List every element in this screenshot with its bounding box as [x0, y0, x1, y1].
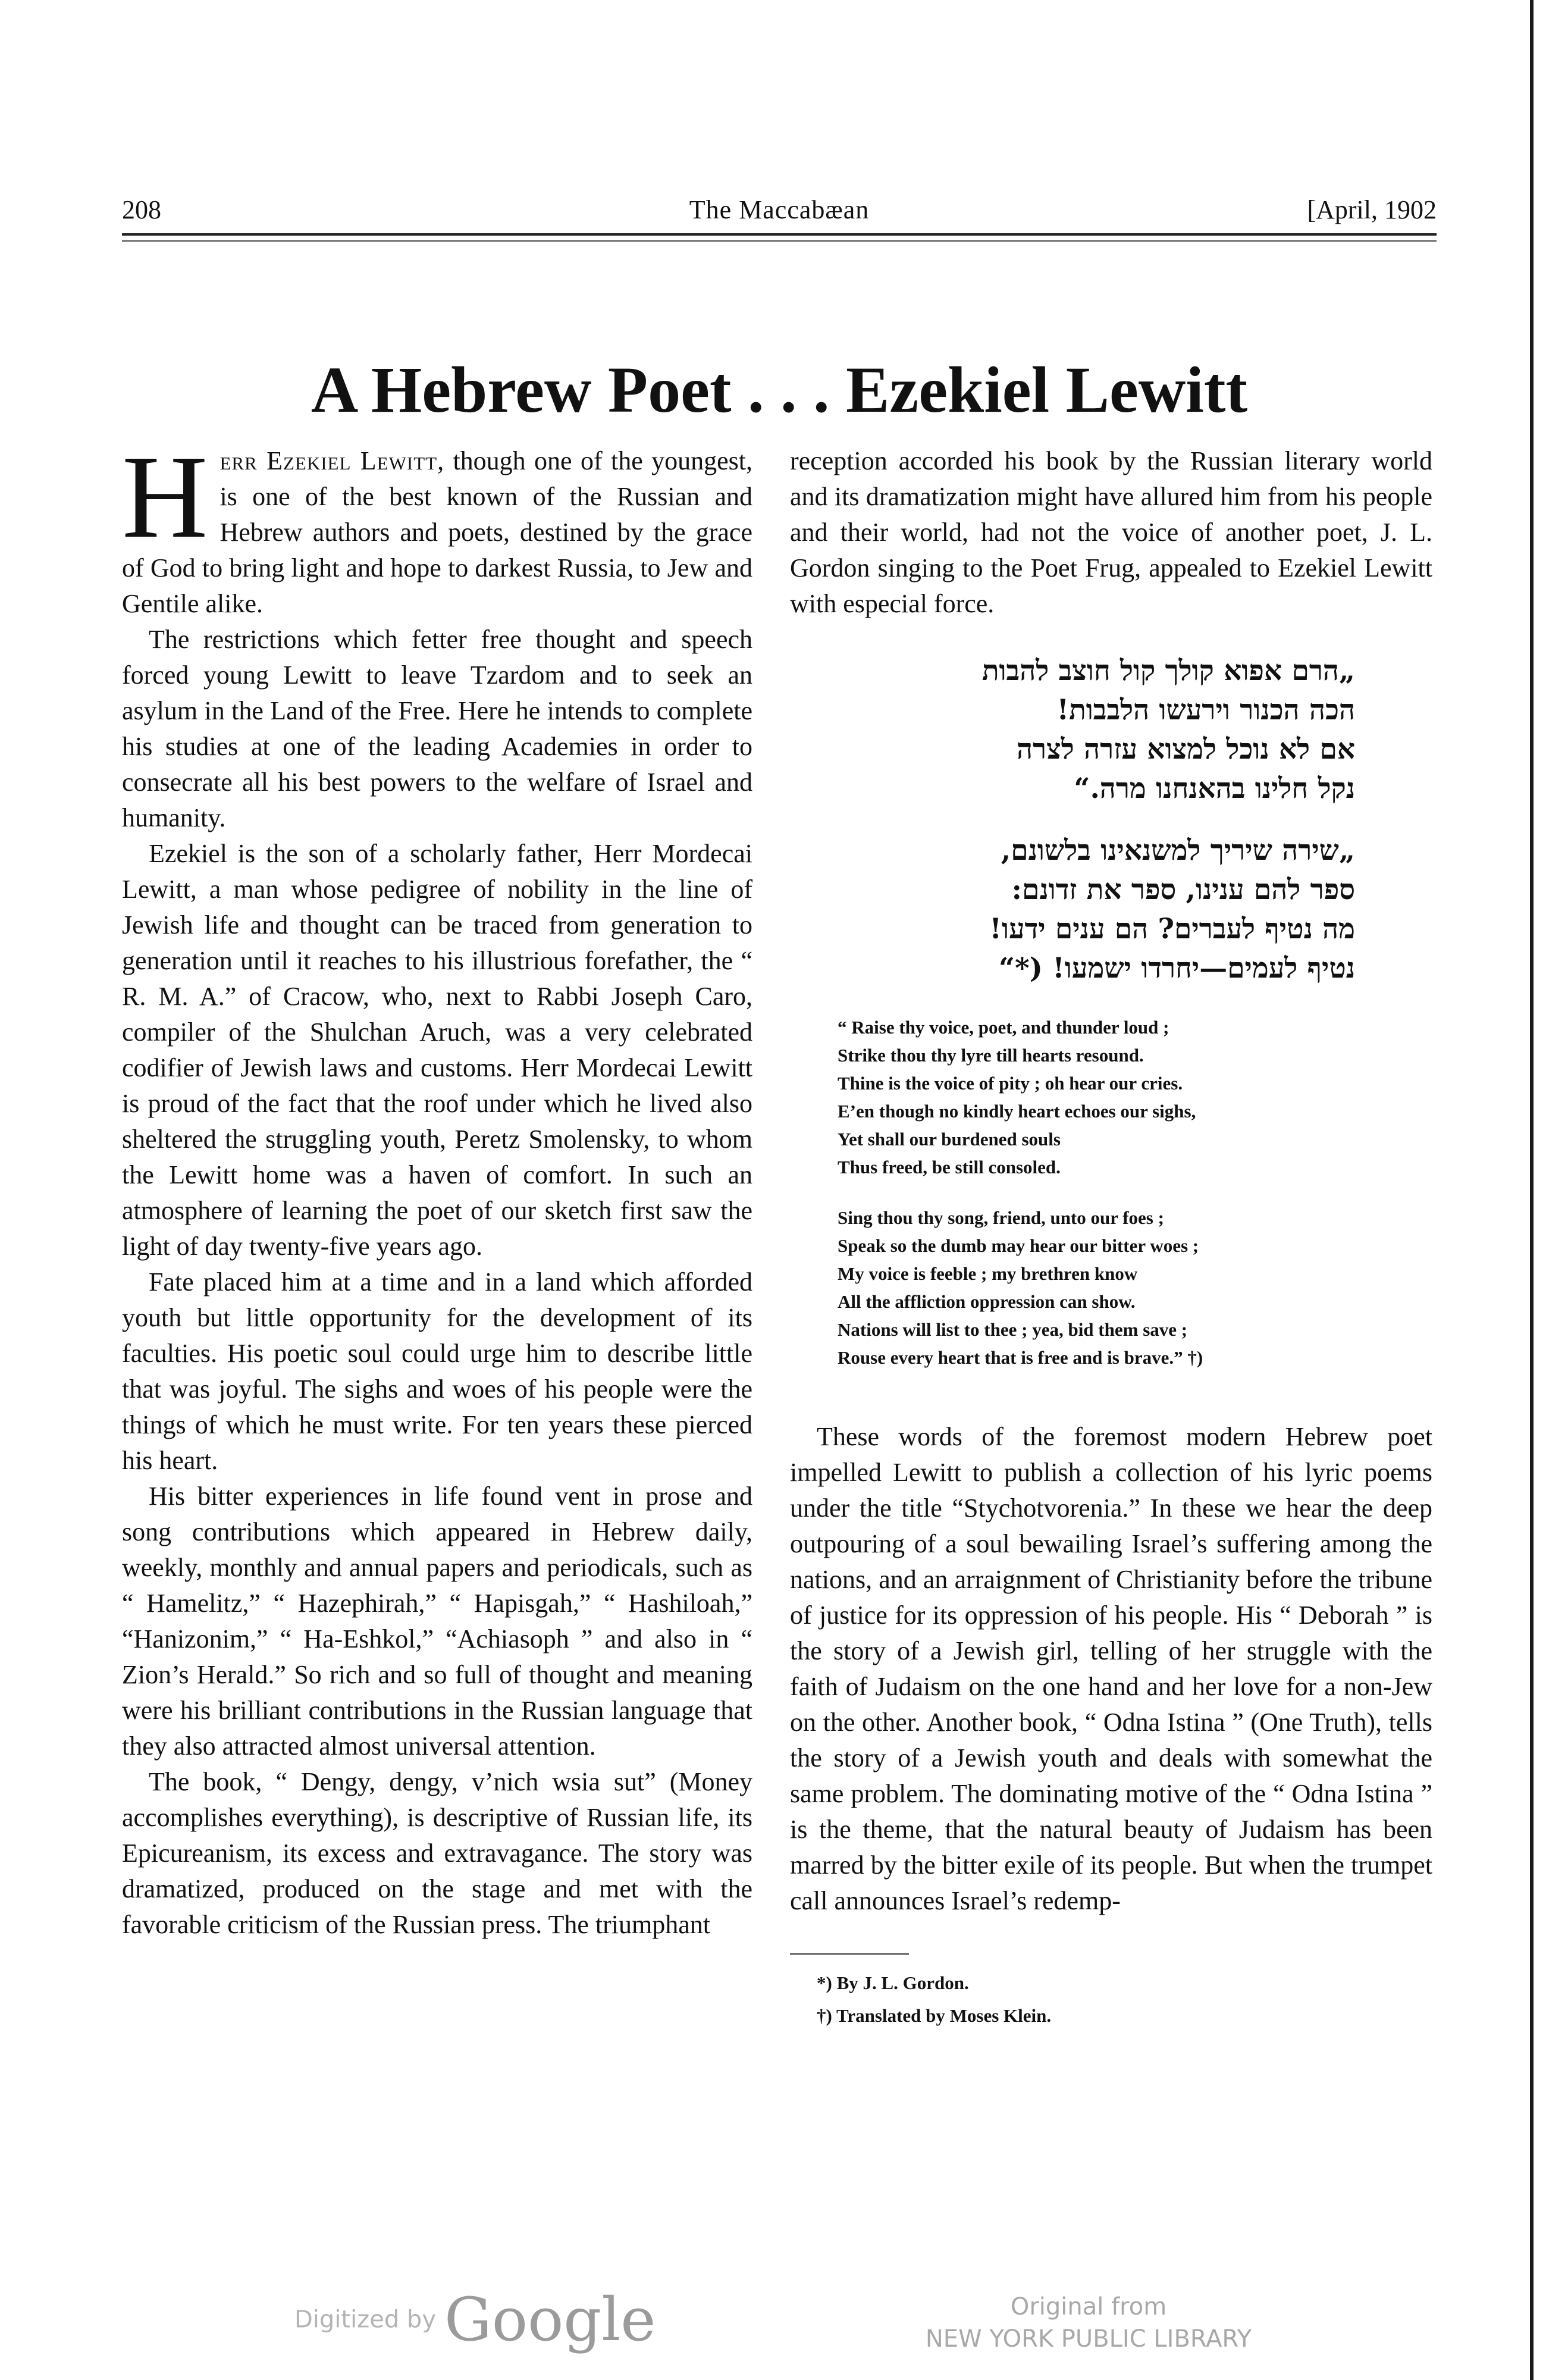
- page-number: 208: [122, 195, 161, 224]
- header-rule-thin: [122, 240, 1437, 242]
- magazine-title: The Maccabæan: [689, 195, 870, 224]
- lead-smallcaps: err Ezekiel Lewitt,: [219, 446, 445, 475]
- hebrew-line: „הרם אפוא קולך קול חוצב להבות: [981, 654, 1355, 687]
- hebrew-line: אם לא נוכל למצוא עזרה לצרה: [1017, 733, 1355, 766]
- digitized-by-label: Digitized by: [294, 2306, 436, 2334]
- hebrew-line: מה נטיף לעברים? הם ענים ידעו!: [989, 913, 1355, 945]
- hebrew-poem-stanza: [790, 831, 1432, 988]
- hebrew-line: נטיף לעמים—יחרדו ישמעו! (*“: [999, 952, 1355, 985]
- article-title: A Hebrew Poet . . . Ezekiel Lewitt: [311, 353, 1248, 426]
- google-logo: Google: [444, 2285, 656, 2354]
- translation-line: My voice is feeble ; my brethren know: [838, 1263, 1138, 1284]
- translation-line: Thine is the voice of pity ; oh hear our cries.: [838, 1073, 1183, 1094]
- page-edge: [1530, 0, 1534, 2380]
- lead-text: though one of the youngest, is one of the best known of the Russian and Hebrew authors and poets, destined by the grace of God to bring light and hope to darkest Russia, to Jew and Gentile alike.: [122, 446, 752, 618]
- running-header: [122, 189, 1437, 231]
- translation-line: All the affliction oppression can show.: [838, 1291, 1136, 1312]
- hebrew-line: „שירה שיריך למשנאינו בלשונם,: [1001, 834, 1355, 867]
- translation-stanza: [838, 1013, 1432, 1181]
- header-rule-thick: [122, 233, 1437, 236]
- translation-line: Strike thou thy lyre till hearts resound.: [838, 1045, 1144, 1066]
- translation-line: Yet shall our burdened souls: [838, 1129, 1061, 1150]
- footnote: †) Translated by Moses Klein.: [817, 2005, 1052, 2026]
- original-from-label: Original from: [1010, 2293, 1167, 2320]
- translation-line: “ Raise thy voice, poet, and thunder loud ;: [838, 1017, 1169, 1038]
- translation-line: E’en though no kindly heart echoes our sighs,: [838, 1101, 1196, 1122]
- footnote: *) By J. L. Gordon.: [817, 1972, 969, 1993]
- paragraph: The book, “ Dengy, dengy, v’nich wsia sut” (Money accomplishes everything), is descriptive of Russian life, its Epicureanism, its excess and extravagance. The story was dramatized, produced on the stage and met with the favorable criticism of the Russian press. The triumphant: [122, 1767, 752, 1939]
- translation-line: Thus freed, be still consoled.: [838, 1157, 1061, 1178]
- paragraph: Fate placed him at a time and in a land which afforded youth but little opportunity for the development of its faculties. His poetic soul could urge him to describe little that was joyful. The sighs and woes of his people were the things of which he must write. For ten years these pierced his heart.: [122, 1267, 752, 1475]
- paragraph: These words of the foremost modern Hebrew poet impelled Lewitt to publish a collection of his lyric poems under the title “Stychotvorenia.” In these we hear the deep outpouring of a soul bewailing Israel’s suffering among the nations, and an arraignment of Christianity before the tribune of justice for its oppression of his people. His “ Deborah ” is the story of a Jewish girl, telling of her struggle with the faith of Judaism on the one hand and her love for a non-Jew on the other. Another book, “ Odna Istina ” (One Truth), tells the story of a Jewish youth and deals with somewhat the same problem. The dominating motive of the “ Odna Istina ” is the theme, that the natural beauty of Judaism has been marred by the bitter exile of its people. But when the trumpet call announces Israel’s redemp-: [790, 1422, 1432, 1915]
- footnotes: [817, 1966, 1432, 2032]
- hebrew-line: נקל חלינו בהאנחנו מרה.“: [1074, 772, 1355, 805]
- translation-line: Nations will list to thee ; yea, bid them save ;: [838, 1319, 1188, 1340]
- translation-line: Speak so the dumb may hear our bitter woes ;: [838, 1235, 1199, 1256]
- drop-cap: H: [122, 431, 208, 563]
- left-column: [122, 431, 752, 1943]
- hebrew-line: ספר להם ענינו, ספר את זדונם:: [1011, 873, 1355, 906]
- translation-stanza: [838, 1204, 1432, 1371]
- paragraph: Ezekiel is the son of a scholarly father, Herr Mordecai Lewitt, a man whose pedigree of nobility in the line of Jewish life and thought can be traced from generation to generation until it reaches to his illustrious forefather, the “ R. M. A.” of Cracow, who, next to Rabbi Joseph Caro, compiler of the Shulchan Aruch, was a very celebrated codifier of Jewish laws and customs. Herr Mordecai Lewitt is proud of the fact that the roof under which he lived also sheltered the struggling youth, Peretz Smolensky, to whom the Lewitt home was a haven of comfort. In such an atmosphere of learning the poet of our sketch first saw the light of day twenty-five years ago.: [122, 839, 752, 1261]
- hebrew-line: הכה הכנור וירעשו הלבבות!: [1056, 694, 1355, 726]
- issue-date: [April, 1902: [1307, 195, 1437, 224]
- paragraph: reception accorded his book by the Russian literary world and its dramatization might have allured him from his people and their world, had not the voice of another poet, J. L. Gordon singing to the Poet Frug, appealed to Ezekiel Lewitt with especial force.: [790, 446, 1432, 618]
- original-from-watermark: [863, 2291, 1315, 2355]
- translation-line: Sing thou thy song, friend, unto our foes ;: [838, 1207, 1164, 1228]
- right-column: [790, 443, 1432, 2032]
- paragraph: The restrictions which fetter free thought and speech forced young Lewitt to leave Tzardom and to seek an asylum in the Land of the Free. Here he intends to complete his studies at one of the leading Academies in order to consecrate all his best powers to the welfare of Israel and humanity.: [122, 625, 752, 832]
- translation-line: Rouse every heart that is free and is brave.” †): [838, 1347, 1203, 1368]
- footnote-rule: [790, 1953, 909, 1955]
- hebrew-poem-stanza: [790, 652, 1432, 809]
- lead-paragraph: [122, 431, 752, 622]
- library-name: NEW YORK PUBLIC LIBRARY: [925, 2325, 1252, 2353]
- paragraph: His bitter experiences in life found vent in prose and song contributions which appeared in Hebrew daily, weekly, monthly and annual papers and periodicals, such as “ Hamelitz,” “ Hazephirah,” “ Hapisgah,” “ Hashiloah,” “Hanizonim,” “ Ha-Eshkol,” “Achiasoph ” and also in “ Zion’s Herald.” So rich and so full of thought and meaning were his brilliant contributions in the Russian language that they also attracted almost universal attention.: [122, 1482, 752, 1761]
- digitized-watermark: [294, 2285, 656, 2356]
